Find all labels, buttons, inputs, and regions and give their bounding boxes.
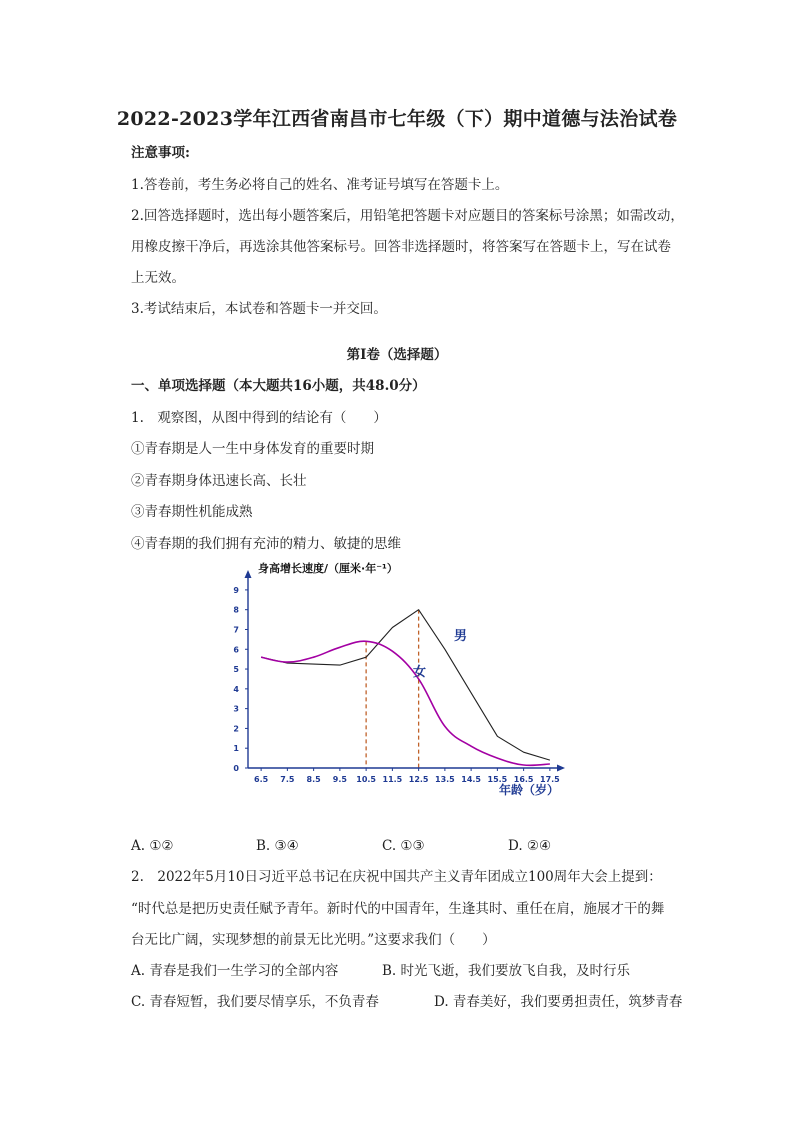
q2-stem-line-3: 台无比广阔，实现梦想的前景无比光明。”这要求我们（ ） [131, 932, 496, 948]
q1-stem: 1. 观察图，从图中得到的结论有（ ） [131, 410, 387, 426]
series-label-male: 男 [454, 629, 468, 644]
q1-statement-1: ①青春期是人一生中身体发育的重要时期 [131, 441, 374, 457]
q1-option-a[interactable]: A. ①② [131, 838, 174, 854]
q1-option-d[interactable]: D. ②④ [508, 838, 552, 854]
x-tick-label: 10.5 [356, 775, 376, 784]
x-tick-label: 14.5 [461, 775, 481, 784]
q2-stem-line-1: 2. 2022年5月10日习近平总书记在庆祝中国共产主义青年团成立100周年大会上提到： [131, 869, 662, 885]
exam-title: 2022-2023学年江西省南昌市七年级（下）期中道德与法治试卷 [116, 108, 678, 130]
notice-item-2-line-3: 上无效。 [131, 270, 185, 286]
q2-option-a[interactable]: A. 青春是我们一生学习的全部内容 [131, 963, 339, 979]
y-tick-label: 5 [233, 665, 239, 675]
x-tick-label: 9.5 [332, 775, 347, 784]
y-axis-arrow [245, 570, 252, 578]
section1-heading: 一、单项选择题（本大题共16小题，共48.0分） [131, 378, 426, 394]
q2-option-c[interactable]: C. 青春短暂，我们要尽情享乐，不负青春 [131, 994, 379, 1010]
part1-heading: 第Ⅰ卷（选择题） [346, 347, 448, 363]
notice-item-1: 1.答卷前，考生务必将自己的姓名、准考证号填写在答题卡上。 [131, 177, 509, 193]
q2-option-d[interactable]: D. 青春美好，我们要勇担责任，筑梦青春 [434, 994, 683, 1010]
q1-statement-4: ④青春期的我们拥有充沛的精力、敏捷的思维 [131, 536, 401, 552]
notice-item-3: 3.考试结束后，本试卷和答题卡一并交回。 [131, 301, 387, 317]
y-axis-label: 身高增长速度/（厘米·年⁻¹） [258, 562, 398, 575]
x-tick-label: 15.5 [487, 775, 508, 784]
x-axis-label: 年龄（岁） [499, 783, 560, 797]
y-tick-label: 8 [233, 605, 239, 615]
y-tick-label: 7 [233, 625, 239, 635]
y-tick-label: 2 [233, 724, 239, 734]
series-line-male [261, 610, 550, 760]
notice-heading: 注意事项: [131, 145, 190, 161]
x-tick-label: 6.5 [254, 775, 269, 784]
q2-option-b[interactable]: B. 时光飞逝，我们要放飞自我，及时行乐 [382, 963, 631, 979]
x-tick-label: 12.5 [408, 775, 429, 784]
x-tick-label: 17.5 [540, 775, 560, 784]
q1-statement-2: ②青春期身体迅速长高、长壮 [131, 473, 307, 489]
series-label-female: 女 [413, 665, 427, 680]
y-tick-label: 4 [233, 684, 239, 694]
x-tick-label: 11.5 [382, 775, 403, 784]
x-tick-label: 8.5 [306, 775, 321, 784]
notice-item-2-line-1: 2.回答选择题时，选出每小题答案后，用铅笔把答题卡对应题目的答案标号涂黑；如需改动， [131, 208, 684, 224]
y-tick-label: 9 [233, 585, 239, 595]
q2-stem-line-2: “时代总是把历史责任赋予青年。新时代的中国青年，生逢其时、重任在肩，施展才干的舞 [131, 901, 665, 917]
y-tick-label: 0 [233, 764, 239, 773]
y-tick-label: 1 [233, 744, 239, 754]
x-tick-label: 13.5 [435, 775, 455, 784]
x-tick-label: 7.5 [280, 775, 295, 784]
height-growth-chart [225, 560, 575, 805]
x-tick-label: 16.5 [513, 775, 534, 784]
series-line-female [261, 641, 550, 765]
notice-item-2-line-2: 用橡皮擦干净后，再选涂其他答案标号。回答非选择题时，将答案写在答题卡上，写在试卷 [131, 239, 671, 255]
q1-statement-3: ③青春期性机能成熟 [131, 504, 253, 520]
y-tick-label: 6 [233, 645, 239, 655]
y-tick-label: 3 [233, 704, 239, 714]
q1-option-b[interactable]: B. ③④ [256, 838, 299, 854]
x-axis-arrow [557, 765, 565, 772]
q1-option-c[interactable]: C. ①③ [382, 838, 425, 854]
